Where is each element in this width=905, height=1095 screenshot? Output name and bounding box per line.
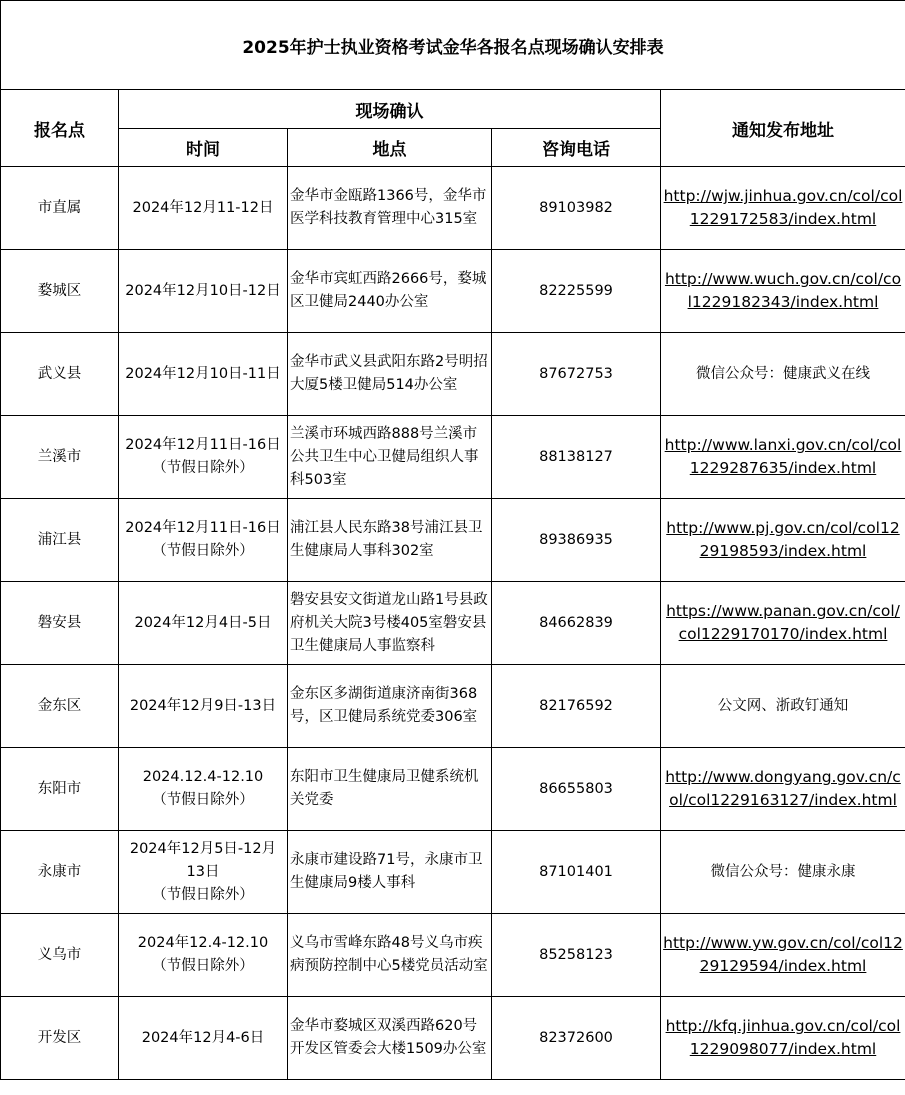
cell-point: 永康市 xyxy=(1,831,119,914)
notice-text: 公文网、浙政钉通知 xyxy=(661,665,905,748)
cell-place xyxy=(288,250,492,333)
cell-time xyxy=(119,499,288,582)
cell-place xyxy=(288,167,492,250)
place-text: 东阳市卫生健康局卫健系统机关党委 xyxy=(290,769,479,808)
place-text: 金华市武义县武阳东路2号明招大厦5楼卫健局514办公室 xyxy=(290,354,488,393)
header-phone: 咨询电话 xyxy=(492,129,661,167)
notice-link[interactable]: http://kfq.jinhua.gov.cn/col/col1229098077/index.html xyxy=(661,997,905,1080)
place-text: 磐安县安文街道龙山路1号县政府机关大院3号楼405室磐安县卫生健康局人事监察科 xyxy=(290,591,488,654)
table-title: 2025年护士执业资格考试金华各报名点现场确认安排表 xyxy=(1,1,905,90)
time-note: （节假日除外） xyxy=(152,792,254,808)
notice-text: 微信公众号：健康武义在线 xyxy=(661,333,905,416)
cell-point: 兰溪市 xyxy=(1,416,119,499)
header-point: 报名点 xyxy=(1,90,119,167)
cell-phone: 87672753 xyxy=(492,333,661,416)
cell-place xyxy=(288,499,492,582)
cell-point: 义乌市 xyxy=(1,914,119,997)
notice-link[interactable]: http://www.pj.gov.cn/col/col1229198593/index.html xyxy=(661,499,905,582)
cell-phone: 82372600 xyxy=(492,997,661,1080)
time-note: （节假日除外） xyxy=(152,958,254,974)
time-range: 2024年12月10日-12日 xyxy=(125,282,281,299)
notice-link[interactable]: http://www.wuch.gov.cn/col/col1229182343/index.html xyxy=(661,250,905,333)
table-row xyxy=(1,914,905,997)
notice-link[interactable]: http://www.yw.gov.cn/col/col1229129594/index.html xyxy=(661,914,905,997)
table-row xyxy=(1,333,905,416)
notice-link[interactable]: http://www.dongyang.gov.cn/col/col1229163127/index.html xyxy=(661,748,905,831)
time-range: 2024年12月9日-13日 xyxy=(129,697,277,714)
time-note: （节假日除外） xyxy=(152,460,254,476)
time-range: 2024年12月11日-16日 xyxy=(125,520,281,536)
cell-time xyxy=(119,167,288,250)
place-text: 浦江县人民东路38号浦江县卫生健康局人事科302室 xyxy=(290,520,483,559)
cell-point: 市直属 xyxy=(1,167,119,250)
cell-phone: 85258123 xyxy=(492,914,661,997)
notice-text: 微信公众号：健康永康 xyxy=(661,831,905,914)
cell-place xyxy=(288,582,492,665)
place-text: 金华市宾虹西路2666号，婺城区卫健局2440办公室 xyxy=(290,271,487,310)
cell-place xyxy=(288,831,492,914)
cell-place xyxy=(288,416,492,499)
cell-phone: 89386935 xyxy=(492,499,661,582)
cell-phone: 87101401 xyxy=(492,831,661,914)
cell-place xyxy=(288,333,492,416)
place-text: 金东区多湖街道康济南街368号，区卫健局系统党委306室 xyxy=(290,686,478,725)
cell-phone: 82176592 xyxy=(492,665,661,748)
place-text: 兰溪市环城西路888号兰溪市公共卫生中心卫健局组织人事科503室 xyxy=(290,425,479,488)
header-onsite: 现场确认 xyxy=(119,90,661,129)
cell-phone: 88138127 xyxy=(492,416,661,499)
cell-phone: 84662839 xyxy=(492,582,661,665)
table-row xyxy=(1,665,905,748)
cell-place xyxy=(288,748,492,831)
cell-point: 金东区 xyxy=(1,665,119,748)
cell-time xyxy=(119,997,288,1080)
table-row xyxy=(1,499,905,582)
table-row xyxy=(1,416,905,499)
header-time: 时间 xyxy=(119,129,288,167)
cell-place xyxy=(288,997,492,1080)
cell-place xyxy=(288,665,492,748)
table-row xyxy=(1,748,905,831)
cell-place xyxy=(288,914,492,997)
time-range: 2024年12月5日-12月13日 xyxy=(129,840,277,880)
time-range: 2024年12月11-12日 xyxy=(132,199,274,216)
place-text: 永康市建设路71号，永康市卫生健康局9楼人事科 xyxy=(290,852,483,891)
time-range: 2024年12月4日-5日 xyxy=(134,614,272,631)
cell-phone: 86655803 xyxy=(492,748,661,831)
table-row xyxy=(1,997,905,1080)
notice-link[interactable]: https://www.panan.gov.cn/col/col1229170170/index.html xyxy=(661,582,905,665)
cell-time xyxy=(119,831,288,914)
cell-point: 浦江县 xyxy=(1,499,119,582)
cell-time xyxy=(119,250,288,333)
table-row xyxy=(1,250,905,333)
cell-time xyxy=(119,333,288,416)
notice-link[interactable]: http://wjw.jinhua.gov.cn/col/col1229172583/index.html xyxy=(661,167,905,250)
table-row xyxy=(1,582,905,665)
cell-point: 武义县 xyxy=(1,333,119,416)
header-notice: 通知发布地址 xyxy=(661,90,905,167)
cell-point: 东阳市 xyxy=(1,748,119,831)
place-text: 金华市婺城区双溪西路620号开发区管委会大楼1509办公室 xyxy=(290,1018,487,1057)
cell-phone: 82225599 xyxy=(492,250,661,333)
table-row xyxy=(1,831,905,914)
cell-time xyxy=(119,665,288,748)
time-range: 2024年12月11日-16日 xyxy=(125,437,281,453)
time-range: 2024.12.4-12.10 xyxy=(142,769,264,785)
time-note: （节假日除外） xyxy=(152,543,254,559)
cell-time xyxy=(119,914,288,997)
table-row xyxy=(1,167,905,250)
cell-point: 开发区 xyxy=(1,997,119,1080)
header-place: 地点 xyxy=(288,129,492,167)
place-text: 义乌市雪峰东路48号义乌市疾病预防控制中心5楼党员活动室 xyxy=(290,935,488,974)
cell-phone: 89103982 xyxy=(492,167,661,250)
cell-time xyxy=(119,416,288,499)
time-range: 2024年12.4-12.10 xyxy=(137,935,269,951)
cell-point: 婺城区 xyxy=(1,250,119,333)
cell-time xyxy=(119,748,288,831)
time-range: 2024年12月4-6日 xyxy=(141,1029,265,1046)
time-note: （节假日除外） xyxy=(152,886,254,903)
notice-link[interactable]: http://www.lanxi.gov.cn/col/col1229287635/index.html xyxy=(661,416,905,499)
cell-point: 磐安县 xyxy=(1,582,119,665)
time-range: 2024年12月10日-11日 xyxy=(125,365,281,382)
cell-time xyxy=(119,582,288,665)
place-text: 金华市金瓯路1366号，金华市医学科技教育管理中心315室 xyxy=(290,188,487,227)
